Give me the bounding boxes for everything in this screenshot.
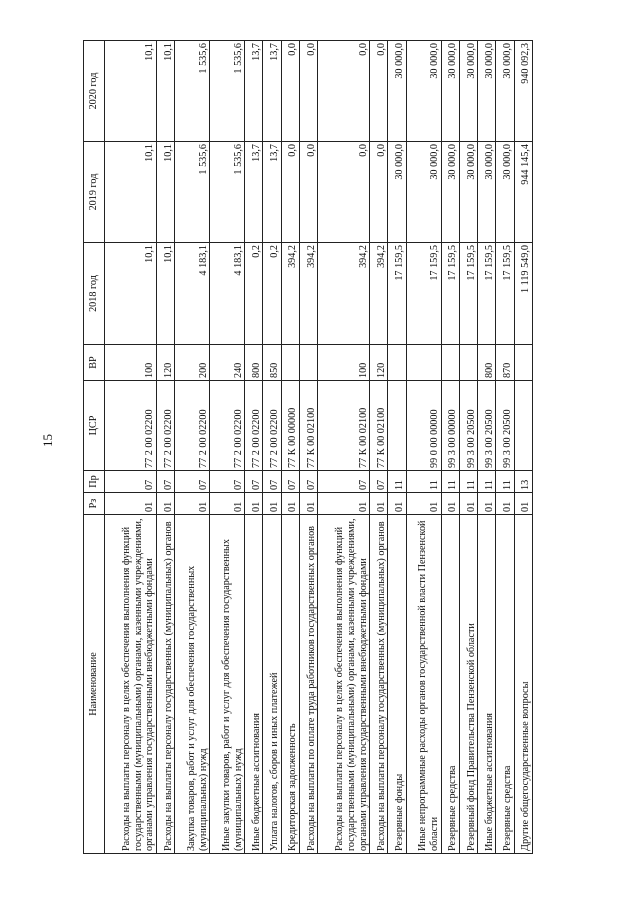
cell-y2018: 17 159,5 — [406, 243, 441, 345]
cell-name: Расходы на выплаты по оплате труда работников государственных органов — [299, 515, 317, 854]
cell-y2019: 30 000,0 — [441, 142, 459, 243]
header-2019: 2019 год — [84, 142, 105, 243]
table-row — [281, 41, 299, 854]
rotated-table-wrapper — [83, 41, 533, 854]
header-csr: ЦСР — [84, 381, 105, 471]
cell-vr: 240 — [210, 345, 245, 381]
cell-csr — [388, 381, 406, 471]
cell-y2019: 944 145,4 — [514, 142, 532, 243]
header-2020: 2020 год — [84, 41, 105, 142]
cell-y2019: 30 000,0 — [496, 142, 514, 243]
cell-vr: 870 — [496, 345, 514, 381]
table-row — [175, 41, 210, 854]
cell-rz: 01 — [263, 493, 281, 515]
cell-y2018: 1 119 549,0 — [514, 243, 532, 345]
cell-rz: 01 — [156, 493, 174, 515]
cell-rz: 01 — [175, 493, 210, 515]
header-vr: ВР — [84, 345, 105, 381]
table-row — [210, 41, 245, 854]
cell-name: Расходы на выплаты персоналу в целях обеспечения выполнения функций государственными (муниципальными) органами, казенными учреждениями, органами управления государственными внебюджетными фондами — [105, 515, 157, 854]
cell-csr: 77 2 00 02200 — [105, 381, 157, 471]
cell-vr: 120 — [370, 345, 388, 381]
cell-name: Резервные фонды — [388, 515, 406, 854]
cell-csr: 77 2 00 02200 — [263, 381, 281, 471]
cell-vr: 100 — [318, 345, 370, 381]
cell-name: Расходы на выплаты персоналу государственных (муниципальных) органов — [156, 515, 174, 854]
cell-name: Резервные средства — [496, 515, 514, 854]
cell-y2018: 394,2 — [318, 243, 370, 345]
cell-y2019: 1 535,6 — [175, 142, 210, 243]
cell-pr: 07 — [370, 471, 388, 493]
header-row — [84, 41, 105, 854]
cell-pr: 07 — [318, 471, 370, 493]
cell-vr: 120 — [156, 345, 174, 381]
cell-csr — [514, 381, 532, 471]
cell-name: Резервный фонд Правительства Пензенской области — [459, 515, 477, 854]
cell-y2018: 0,2 — [263, 243, 281, 345]
cell-y2018: 17 159,5 — [478, 243, 496, 345]
cell-y2018: 17 159,5 — [441, 243, 459, 345]
cell-y2019: 13,7 — [263, 142, 281, 243]
table-row — [459, 41, 477, 854]
cell-rz: 01 — [245, 493, 263, 515]
table-row — [299, 41, 317, 854]
cell-rz: 01 — [441, 493, 459, 515]
cell-y2020: 30 000,0 — [406, 41, 441, 142]
table-row — [514, 41, 532, 854]
cell-pr: 07 — [299, 471, 317, 493]
cell-name: Иные бюджетные ассигнования — [478, 515, 496, 854]
cell-csr: 77 2 00 02200 — [245, 381, 263, 471]
cell-csr: 99 3 00 20500 — [496, 381, 514, 471]
cell-name: Резервные средства — [441, 515, 459, 854]
table-row — [263, 41, 281, 854]
table-row — [496, 41, 514, 854]
cell-y2020: 1 535,6 — [175, 41, 210, 142]
cell-pr: 07 — [263, 471, 281, 493]
cell-name: Расходы на выплаты персоналу в целях обеспечения выполнения функций государственными (муниципальными) органами, казенными учреждениями, органами управления государственными внебюджетными фондами — [318, 515, 370, 854]
cell-y2018: 4 183,1 — [210, 243, 245, 345]
cell-pr: 11 — [388, 471, 406, 493]
cell-y2020: 30 000,0 — [478, 41, 496, 142]
cell-y2019: 10,1 — [156, 142, 174, 243]
table-row — [406, 41, 441, 854]
cell-vr — [299, 345, 317, 381]
cell-y2019: 30 000,0 — [459, 142, 477, 243]
cell-csr: 99 0 00 00000 — [406, 381, 441, 471]
cell-vr: 200 — [175, 345, 210, 381]
cell-pr: 07 — [175, 471, 210, 493]
cell-y2018: 17 159,5 — [388, 243, 406, 345]
cell-vr — [441, 345, 459, 381]
cell-pr: 11 — [459, 471, 477, 493]
cell-csr: 77 К 00 00000 — [281, 381, 299, 471]
cell-y2019: 0,0 — [370, 142, 388, 243]
cell-y2018: 394,2 — [281, 243, 299, 345]
cell-y2020: 30 000,0 — [388, 41, 406, 142]
cell-y2019: 13,7 — [245, 142, 263, 243]
cell-y2020: 0,0 — [318, 41, 370, 142]
cell-pr: 07 — [210, 471, 245, 493]
table-row — [245, 41, 263, 854]
cell-vr — [514, 345, 532, 381]
cell-pr: 07 — [281, 471, 299, 493]
header-2018: 2018 год — [84, 243, 105, 345]
table-row — [105, 41, 157, 854]
cell-y2019: 0,0 — [318, 142, 370, 243]
cell-name: Кредиторская задолженность — [281, 515, 299, 854]
cell-rz: 01 — [299, 493, 317, 515]
cell-csr: 77 К 00 02100 — [318, 381, 370, 471]
cell-pr: 07 — [245, 471, 263, 493]
cell-y2020: 940 092,3 — [514, 41, 532, 142]
cell-y2019: 30 000,0 — [388, 142, 406, 243]
cell-y2018: 0,2 — [245, 243, 263, 345]
cell-rz: 01 — [370, 493, 388, 515]
cell-vr: 850 — [263, 345, 281, 381]
cell-y2019: 0,0 — [281, 142, 299, 243]
header-rz: Рз — [84, 493, 105, 515]
cell-pr: 13 — [514, 471, 532, 493]
cell-rz: 01 — [496, 493, 514, 515]
cell-rz: 01 — [478, 493, 496, 515]
table-row — [318, 41, 370, 854]
cell-y2020: 30 000,0 — [441, 41, 459, 142]
cell-y2020: 10,1 — [156, 41, 174, 142]
cell-pr: 07 — [156, 471, 174, 493]
cell-csr: 77 2 00 02200 — [210, 381, 245, 471]
cell-vr: 800 — [245, 345, 263, 381]
cell-name: Иные закупки товаров, работ и услуг для обеспечения государственных (муниципальных) нужд — [210, 515, 245, 854]
cell-y2018: 394,2 — [299, 243, 317, 345]
table-row — [478, 41, 496, 854]
cell-pr: 07 — [105, 471, 157, 493]
cell-csr: 77 К 00 02100 — [299, 381, 317, 471]
cell-y2018: 17 159,5 — [496, 243, 514, 345]
table-row — [156, 41, 174, 854]
cell-y2018: 10,1 — [105, 243, 157, 345]
table-row — [441, 41, 459, 854]
header-name: Наименование — [84, 515, 105, 854]
cell-y2018: 17 159,5 — [459, 243, 477, 345]
cell-csr: 77 2 00 02200 — [156, 381, 174, 471]
cell-pr: 11 — [441, 471, 459, 493]
cell-y2018: 394,2 — [370, 243, 388, 345]
cell-y2020: 0,0 — [299, 41, 317, 142]
cell-pr: 11 — [406, 471, 441, 493]
cell-vr: 800 — [478, 345, 496, 381]
cell-y2019: 1 535,6 — [210, 142, 245, 243]
cell-y2020: 1 535,6 — [210, 41, 245, 142]
page-number: 15 — [40, 434, 55, 447]
cell-rz: 01 — [318, 493, 370, 515]
cell-name: Иные бюджетные ассигнования — [245, 515, 263, 854]
cell-pr: 11 — [496, 471, 514, 493]
cell-vr — [388, 345, 406, 381]
cell-name: Расходы на выплаты персоналу государственных (муниципальных) органов — [370, 515, 388, 854]
cell-y2020: 13,7 — [245, 41, 263, 142]
cell-rz: 01 — [406, 493, 441, 515]
cell-csr: 99 3 00 20500 — [459, 381, 477, 471]
cell-y2020: 0,0 — [281, 41, 299, 142]
cell-y2020: 30 000,0 — [459, 41, 477, 142]
cell-csr: 77 2 00 02200 — [175, 381, 210, 471]
cell-vr — [459, 345, 477, 381]
cell-y2019: 10,1 — [105, 142, 157, 243]
cell-name: Закупка товаров, работ и услуг для обеспечения государственных (муниципальных) нужд — [175, 515, 210, 854]
cell-y2020: 10,1 — [105, 41, 157, 142]
header-pr: Пр — [84, 471, 105, 493]
cell-name: Другие общегосударственные вопросы — [514, 515, 532, 854]
cell-pr: 11 — [478, 471, 496, 493]
cell-rz: 01 — [388, 493, 406, 515]
cell-y2018: 10,1 — [156, 243, 174, 345]
cell-csr: 77 К 00 02100 — [370, 381, 388, 471]
cell-name: Иные непрограммные расходы органов государственной власти Пензенской области — [406, 515, 441, 854]
cell-y2018: 4 183,1 — [175, 243, 210, 345]
cell-y2019: 30 000,0 — [406, 142, 441, 243]
cell-rz: 01 — [459, 493, 477, 515]
cell-y2019: 0,0 — [299, 142, 317, 243]
budget-table — [83, 40, 533, 854]
cell-csr: 99 3 00 20500 — [478, 381, 496, 471]
cell-y2020: 0,0 — [370, 41, 388, 142]
cell-vr: 100 — [105, 345, 157, 381]
cell-vr — [281, 345, 299, 381]
cell-rz: 01 — [105, 493, 157, 515]
table-row — [370, 41, 388, 854]
cell-rz: 01 — [281, 493, 299, 515]
cell-rz: 01 — [514, 493, 532, 515]
cell-vr — [406, 345, 441, 381]
table-row — [388, 41, 406, 854]
cell-name: Уплата налогов, сборов и иных платежей — [263, 515, 281, 854]
cell-rz: 01 — [210, 493, 245, 515]
cell-y2020: 30 000,0 — [496, 41, 514, 142]
cell-y2020: 13,7 — [263, 41, 281, 142]
cell-csr: 99 3 00 00000 — [441, 381, 459, 471]
cell-y2019: 30 000,0 — [478, 142, 496, 243]
